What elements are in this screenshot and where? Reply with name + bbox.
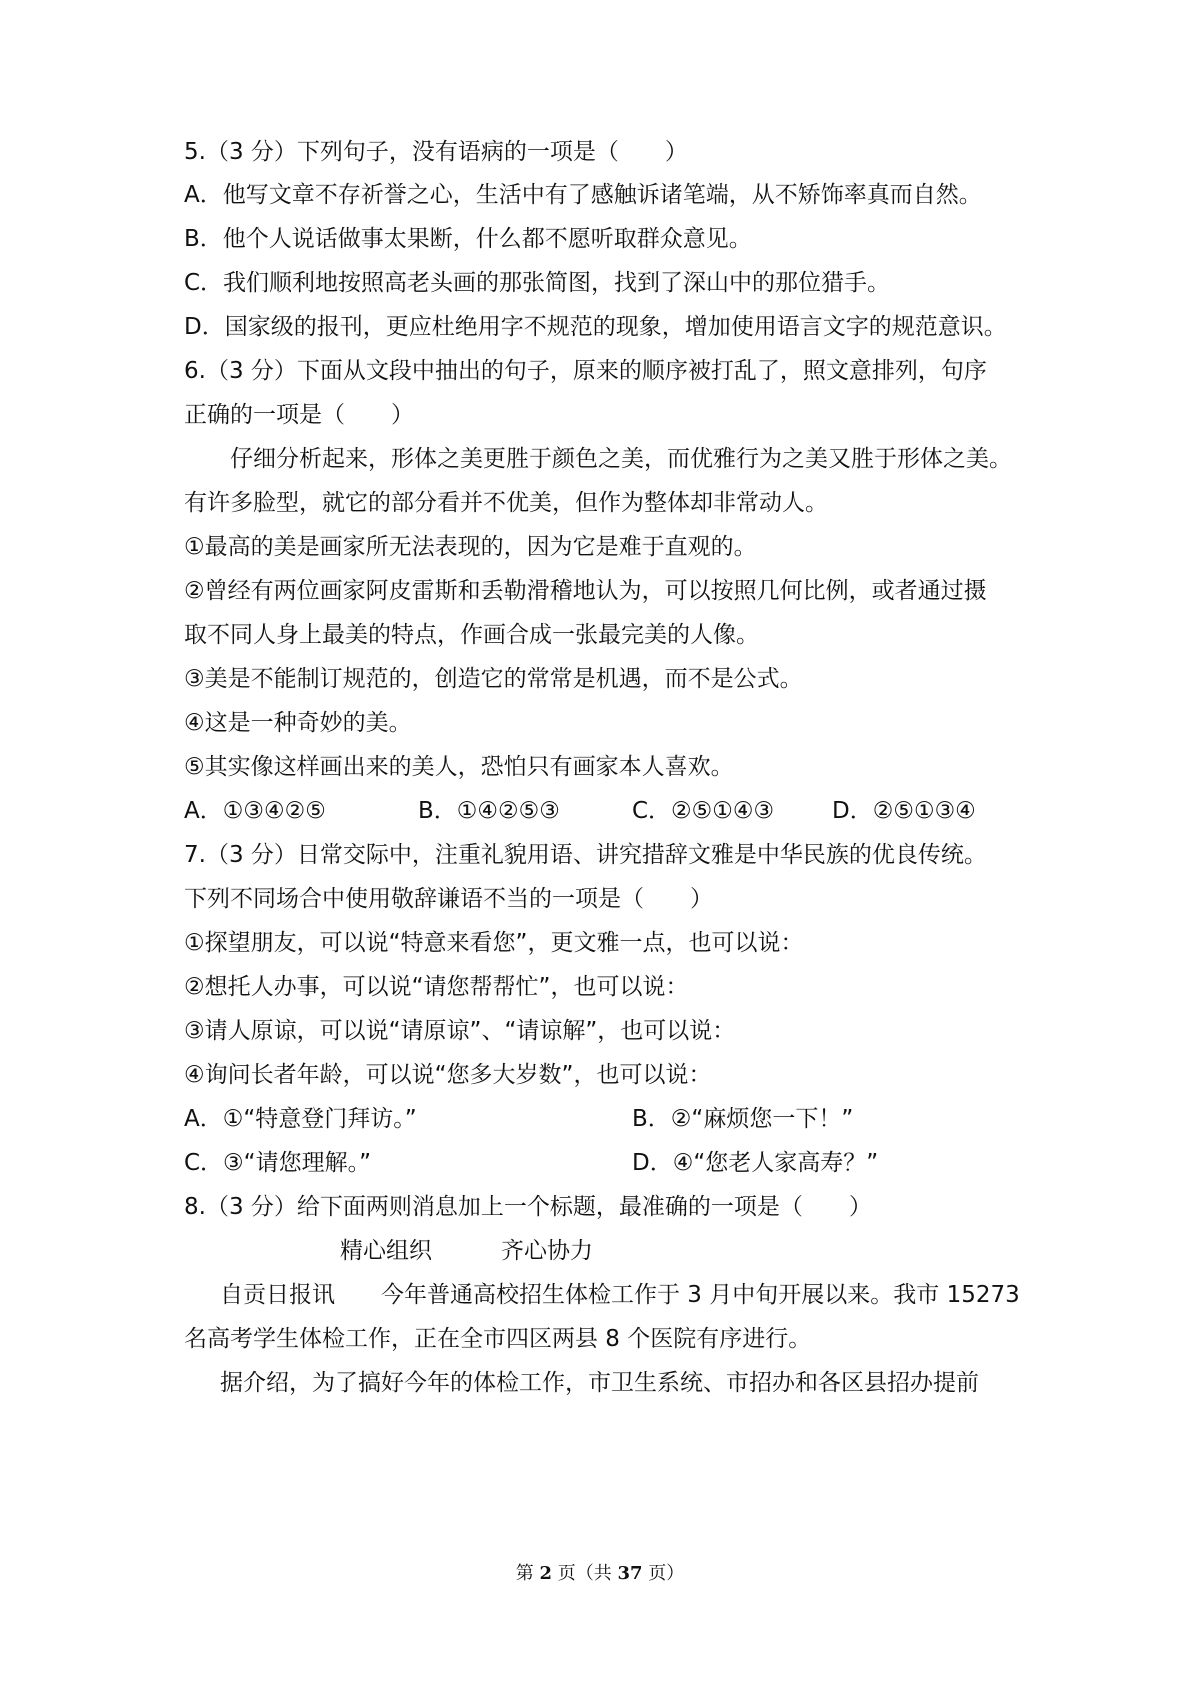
q7-item-1: ①探望朋友，可以说“特意来看您”，更文雅一点，也可以说： [184,930,804,956]
footer-page-number: 2 [539,1563,552,1584]
q8-stem: 8.（3 分）给下面两则消息加上一个标题，最准确的一项是（ ） [184,1194,872,1220]
q6-sentence-1: ①最高的美是画家所无法表现的，因为它是难于直观的。 [184,534,757,560]
q6-sentence-4: ④这是一种奇妙的美。 [184,710,412,736]
q6-sentence-3: ③美是不能制订规范的，创造它的常常是机遇，而不是公式。 [184,666,803,692]
q7-item-4: ④询问长者年龄，可以说“您多大岁数”，也可以说： [184,1062,712,1088]
q5-option-a: A．他写文章不存祈誉之心，生活中有了感触诉诸笔端，从不矫饰率真而自然。 [184,182,982,208]
q8-news-line-2: 名高考学生体检工作，正在全市四区两县 8 个医院有序进行。 [184,1326,812,1352]
q7-item-3: ③请人原谅，可以说“请原谅”、“请谅解”，也可以说： [184,1018,736,1044]
q8-news-line-3: 据介绍，为了搞好今年的体检工作，市卫生系统、市招办和各区县招办提前 [220,1370,979,1396]
q7-option-b: B．②“麻烦您一下！” [632,1106,854,1132]
q6-stem-line-1: 6.（3 分）下面从文段中抽出的句子，原来的顺序被打乱了，照文意排列，句序 [184,358,987,384]
q7-option-d: D．④“您老人家高寿？” [632,1150,879,1176]
q7-option-c: C．③“请您理解。” [184,1150,372,1176]
q8-news-line-1: 自贡日报讯 今年普通高校招生体检工作于 3 月中旬开展以来。我市 15273 [220,1282,1020,1308]
footer-prefix: 第 [515,1563,540,1584]
q7-item-2: ②想托人办事，可以说“请您帮帮忙”，也可以说： [184,974,689,1000]
q6-option-a: A．①③④②⑤ [184,798,326,824]
q8-news-headline: 精心组织 齐心协力 [340,1238,593,1264]
q6-sentence-2-line-2: 取不同人身上最美的特点，作画合成一张最完美的人像。 [184,622,759,648]
q5-stem: 5.（3 分）下列句子，没有语病的一项是（ ） [184,139,688,165]
q7-stem-line-1: 7.（3 分）日常交际中，注重礼貌用语、讲究措辞文雅是中华民族的优良传统。 [184,842,987,868]
q5-option-c: C．我们顺利地按照高老头画的那张简图，找到了深山中的那位猎手。 [184,270,891,296]
q5-option-d: D．国家级的报刊，更应杜绝用字不规范的现象，增加使用语言文字的规范意识。 [184,314,1007,340]
q7-option-a: A．①“特意登门拜访。” [184,1106,417,1132]
footer-total-pages: 37 [617,1563,643,1584]
footer-mid: 页（共 [552,1563,618,1584]
q5-option-b: B．他个人说话做事太果断，什么都不愿听取群众意见。 [184,226,752,252]
q6-passage-line-2: 有许多脸型，就它的部分看并不优美，但作为整体却非常动人。 [184,490,828,516]
q6-option-d: D．②⑤①③④ [832,798,976,824]
q6-stem-line-2: 正确的一项是（ ） [184,402,414,428]
q6-option-b: B．①④②⑤③ [418,798,560,824]
q6-option-c: C．②⑤①④③ [632,798,775,824]
q6-sentence-5: ⑤其实像这样画出来的美人，恐怕只有画家本人喜欢。 [184,754,734,780]
q7-stem-line-2: 下列不同场合中使用敬辞谦语不当的一项是（ ） [184,886,713,912]
q6-passage-line-1: 仔细分析起来，形体之美更胜于颜色之美，而优雅行为之美又胜于形体之美。 [230,446,1012,472]
footer-suffix: 页） [642,1563,685,1584]
q6-sentence-2-line-1: ②曾经有两位画家阿皮雷斯和丢勒滑稽地认为，可以按照几何比例，或者通过摄 [184,578,987,604]
page-footer [0,1562,1200,1586]
